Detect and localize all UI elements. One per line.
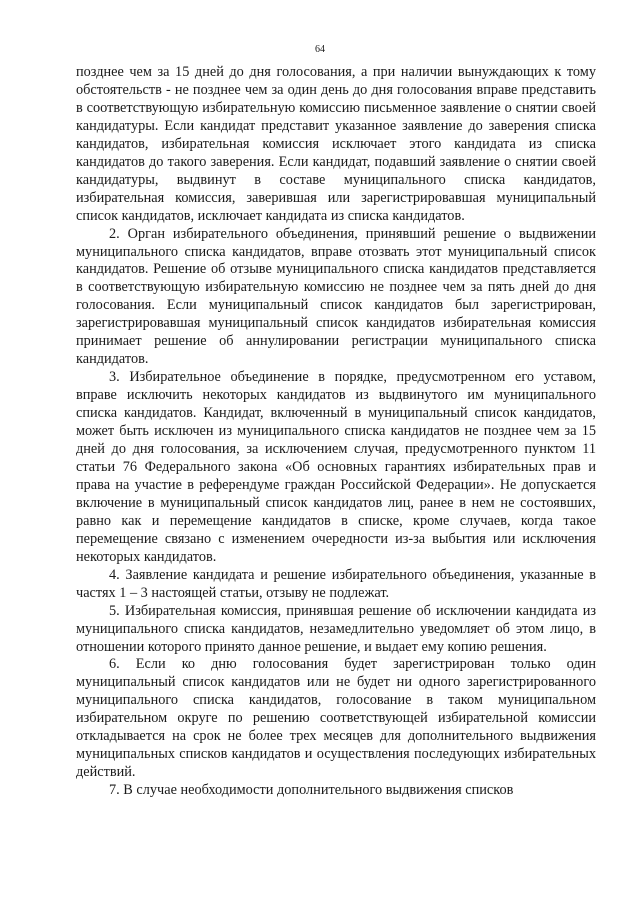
paragraph-5: 5. Избирательная комиссия, принявшая решение об исключении кандидата из муниципального списка кандидатов, незамедлительно уведомляет об этом лицо, в отношении которого принято данное решение, и выдает ему копию решения. — [76, 602, 596, 655]
paragraph-7: 7. В случае необходимости дополнительного выдвижения списков — [109, 782, 514, 799]
paragraph-4: 4. Заявление кандидата и решение избирательного объединения, указанные в частях 1 – 3 настоящей статьи, отзыву не подлежат. — [76, 566, 596, 601]
document-body — [76, 64, 596, 800]
paragraph-2: 2. Орган избирательного объединения, принявший решение о выдвижении муниципального списка кандидатов, вправе отозвать этот муниципальный список кандидатов. Решение об отзыве муниципального списка кандидатов представляется в соответствующую избирательную комиссию не позднее чем за пять дней до дня голосования. Если муниципальный список кандидатов был зарегистрирован, зарегистрировавшая муниципальный список кандидатов избирательная комиссия принимает решение об аннулировании регистрации муниципального списка кандидатов. — [76, 225, 596, 368]
paragraph-6: 6. Если ко дню голосования будет зарегистрирован только один муниципальный список кандидатов или не будет ни одного зарегистрированного муниципального списка кандидатов, голосование в таком муниципальном избирательном округе по решению соответствующей избирательной комиссии откладывается на срок не более трех месяцев для дополнительного выдвижения муниципальных списков кандидатов и осуществления последующих избирательных действий. — [76, 656, 596, 781]
page-number: 64 — [315, 44, 325, 55]
paragraph-3: 3. Избирательное объединение в порядке, предусмотренном его уставом, вправе исключить некоторых кандидатов из выдвинутого им муниципального списка кандидатов. Кандидат, включенный в муниципальный список кандидатов, может быть исключен из муниципального списка кандидатов не позднее чем за 15 дней до дня голосования, за исключением случая, предусмотренного пунктом 11 статьи 76 Федерального закона «Об основных гарантиях избирательных прав и права на участие в референдуме граждан Российской Федерации». Не допускается включение в муниципальный список кандидатов лиц, ранее в нем не состоявших, равно как и перемещение кандидатов в списке, кроме случаев, когда такое перемещение связано с изменением очередности из-за выбытия или исключения некоторых кандидатов. — [76, 369, 596, 565]
paragraph-continuation: позднее чем за 15 дней до дня голосования, а при наличии вынуждающих к тому обстоятельств - не позднее чем за один день до дня голосования вправе представить в соответствующую избирательную комиссию письменное заявление о снятии своей кандидатуры. Если кандидат представит указанное заявление до заверения списка кандидатов, избирательная комиссия исключает этого кандидата из списка кандидатов до такого заверения. Если кандидат, подавший заявление о снятии своей кандидатуры, выдвинут в составе муниципального списка кандидатов, избирательная комиссия, заверившая или зарегистрировавшая муниципальный список кандидатов, исключает кандидата из списка кандидатов. — [76, 64, 596, 224]
